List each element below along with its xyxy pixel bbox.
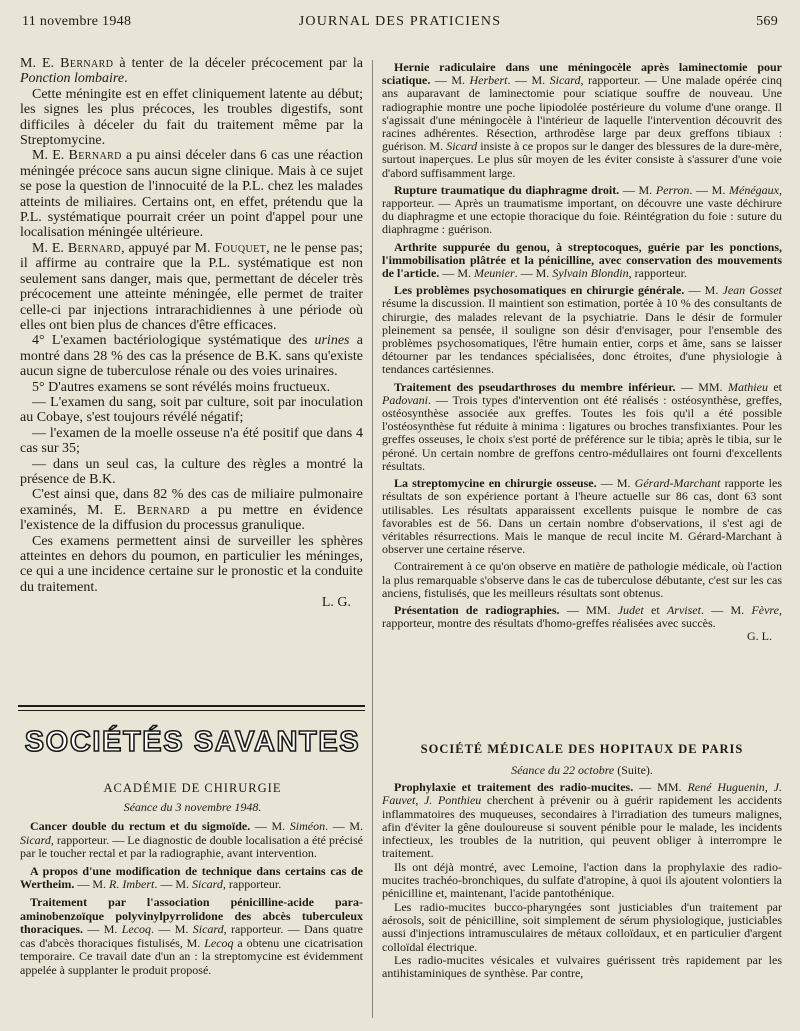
author-name: Bernard <box>60 56 114 71</box>
article-paragraph: M. E. Bernard a pu ainsi déceler dans 6 cas une réaction méningée précoce sans aucun signe clinique. Mais à ce sujet se pose la question de l'innocuité de la P.L. chez les malades atteints de miliaires. Certains ont, en effet, prétendu que la P.L. systématique pourrait créer un point d'appel pour une localisation méningée ultérieure. <box>20 148 363 241</box>
running-header <box>22 14 778 36</box>
academie-heading: ACADÉMIE DE CHIRURGIE <box>103 781 282 795</box>
item-title: La streptomycine en chirurgie osseuse. <box>394 476 597 491</box>
societe-medicale-seance <box>382 763 782 778</box>
section-rule-thin <box>18 710 365 711</box>
seance-date: Séance du 22 octobre <box>511 763 615 777</box>
item-title: Rupture traumatique du diaphragme droit. <box>394 182 620 197</box>
author-name: Fouquet <box>214 240 267 256</box>
item-title: Les problèmes psychosomatiques en chirurgie générale. <box>394 283 685 298</box>
article-paragraph: Ces examens permettent ainsi de surveiller les sphères atteintes en dehors du poumon, en particulier les méninges, ce qui a une incidence certaine sur le pronostic et la conduite du traitement. <box>20 533 363 595</box>
italic-name: R. Imbert <box>109 877 155 892</box>
report-item: Hernie radiculaire dans une méningocèle après laminectomie pour sciatique. — M. Herbert. — M. Sicard, rapporteur. — Une malade opérée cinq ans auparavant de laminectomie pour sciatique souffre de nouveau. Une radiographie montre une poche lipiodolée postérieure du volume d'une orange. Il s'agissait d'une méningocèle à l'intérieur de laquelle l'intervention découvrit des racines adhérentes. Résection, arthrodèse large par deux greffons tibiaux : guérison. M. Sicard insiste à ce propos sur le danger des blessures de la dure-mère, surtout inaperçues. Le plus sûr moyen de les éviter consiste à s'assurer d'une voie d'abord suffisamment large. <box>382 60 783 180</box>
item-title: Présentation de radiographies. <box>394 602 560 617</box>
report-item: Rupture traumatique du diaphragme droit. — M. Perron. — M. Ménégaux, rapporteur. — Après un traumatisme important, on découvre une vaste déchirure du diaphragme et une ectopie thoracique du foie. Réintégration du foie : suture du diaphragme : guérison. <box>382 182 782 237</box>
item-title: Traitement par l'association pénicilline-acide para-aminobenzoïque polyvinylpyrrolidone des abcès tuberculeux thoraciques. <box>20 894 363 937</box>
academie-item: Traitement par l'association pénicilline-acide para-aminobenzoïque polyvinylpyrrolidone des abcès tuberculeux thoraciques. — M. Lecoq. — M. Sicard, rapporteur. — Dans quatre cas d'abcès thoraciques fistulisés, M. Lecoq a obtenu une cicatrisation temporaire. Ce travail date d'un an : la streptomycine est évidemment appelée à supplanter le produit proposé. <box>20 894 364 977</box>
italic-name: Sicard <box>20 832 51 847</box>
right-column-items <box>382 61 782 648</box>
report-item: Présentation de radiographies. — MM. Judet et Arviset. — M. Fèvre, rapporteur, montre des résultats d'homo-greffes réalisées avec succès. <box>382 602 782 631</box>
report-item: Les problèmes psychosomatiques en chirurgie générale. — M. Jean Gosset résume la discussion. Il maintient son estimation, portée à 10 % des consultants de chirurgie, des malades relevant de la psychiatrie. Dans le désir de formuler pleinement sa pensée, il souligne son désir d'envisager, pour l'ensemble des problèmes psychosomatiques, l'être humain entier, corps et âme, sans se laisser détourner par les tendances spécialisées, donc étroites, d'une physiologie à tendances cartésiennes. <box>382 283 782 377</box>
author-name: Bernard <box>68 148 122 164</box>
italic-name: Mathieu <box>727 379 768 394</box>
italic-name: Fèvre <box>751 602 779 617</box>
italic-name: urines <box>314 333 350 349</box>
page-number: 569 <box>756 14 778 29</box>
article-paragraph: M. E. Bernard à tenter de la déceler précocement par la Ponction lombaire. <box>20 56 363 87</box>
item-title: Arthrite suppurée du genou, à streptocoques, guérie par les ponctions, l'immobilisation plâtrée et la pénicilline, avec conservation des mouvements de l'article. <box>382 239 782 281</box>
italic-name: Herbert <box>469 73 508 88</box>
report-item: Arthrite suppurée du genou, à streptocoques, guérie par les ponctions, l'immobilisation plâtrée et la pénicilline, avec conservation des mouvements de l'article. — M. Meunier. — M. Sylvain Blondin, rapporteur. <box>382 239 782 281</box>
report-item: Contrairement à ce qu'on observe en matière de pathologie médicale, où l'action la plus remarquable s'observe dans le cas de tuberculose débutante, c'est sur les cas anciens, fistulisés, que les meilleurs résultats sont obtenus. <box>382 559 782 600</box>
italic-name: Sicard <box>446 139 478 154</box>
item-title: A propos d'une modification de technique dans certains cas de Wertheim. <box>20 863 363 892</box>
article-paragraph: M. E. Bernard, appuyé par M. Fouquet, ne le pense pas; il affirme au contraire que la P.L. systématique est non seulement sans danger, mais que, permettant de déceler très précocement une atteinte méningée, elle permet de traiter celle-ci par injections intrarachidiennes à une période où elles ont bien plus de chances d'être efficaces. <box>20 240 363 333</box>
academie-item: Cancer double du rectum et du sigmoïde. — M. Siméon. — M. Sicard, rapporteur. — Le diagnostic de double localisation a été précisé par le toucher rectal et par la radiographie, avant intervention. <box>20 819 364 861</box>
italic-name: Sicard <box>192 877 223 892</box>
societe-medicale-items <box>382 781 782 980</box>
article-paragraph: 4° L'examen bactériologique systématique des urines a montré dans 28 % des cas la présence de B.K. sans qu'existe aucun signe de tuberculose rénale ou des voies urinaires. <box>20 333 363 380</box>
left-column-article <box>20 56 363 611</box>
author-name: Bernard <box>136 502 191 518</box>
journal-title: JOURNAL DES PRATICIENS <box>298 14 502 29</box>
article-paragraph: C'est ainsi que, dans 82 % des cas de miliaire pulmonaire examinés, M. E. Bernard a pu mettre en évidence l'existence de la diffusion du processus granulique. <box>20 487 363 534</box>
section-signature: G. L. <box>747 629 772 644</box>
article-paragraph: — dans un seul cas, la culture des règles a montré la présence de B.K. <box>20 456 363 487</box>
italic-name: Lecoq <box>204 935 234 950</box>
italic-name: Jean Gosset <box>722 283 782 298</box>
italic-name: Padovani <box>382 392 428 407</box>
report-item: Les radio-mucites bucco-pharyngées sont justiciables d'un traitement par aérosols, soit de pénicilline, soit simplement de sérum physiologique, justiciables aussi d'injections intramusculaires de métaux colloïdaux, et en particulier d'argent colloïdal électrique. <box>382 899 782 954</box>
article-signature: L. G. <box>321 595 351 611</box>
section-title-societes-savantes: SOCIÉTÉS SAVANTES <box>24 726 361 758</box>
report-item: Prophylaxie et traitement des radio-mucites. — MM. René Huguenin, J. Fauvet, J. Ponthieu cherchent à prévenir ou à guérir rapidement les accidents inflammatoires des muqueuses, secondaires à l'irradiation des tumeurs malignes, afin d'éviter la gêne douloureuse si souvent pénible pour le malade, les incidents infectieux, les troubles de la nutrition, qui peuvent obliger à interrompre le traitement. <box>382 780 783 861</box>
article-paragraph: — l'examen de la moelle osseuse n'a été positif que dans 4 cas sur 35; <box>20 425 363 457</box>
italic-name: Ménégaux <box>729 182 779 197</box>
report-item: La streptomycine en chirurgie osseuse. — M. Gérard-Marchant rapporte les résultats de son expérience portant à l'heure actuelle sur 86 cas, dont 63 sont utilisables. Les résultats apparaissent excellents puisque le nombre de cas favorables est de 56. Dans un certain nombre d'observations, il s'est agi de véritables résurrections. Mais le manque de recul incite M. Gérard-Marchant à observer une certaine réserve. <box>382 476 783 557</box>
italic-name: Lecoq <box>121 922 152 937</box>
italic-name: Sylvain Blondin <box>552 266 629 281</box>
italic-name: Judet <box>617 602 644 617</box>
item-title: Traitement des pseudarthroses du membre inférieur. <box>394 379 676 394</box>
italic-name: Arviset <box>666 602 701 617</box>
report-item: Traitement des pseudarthroses du membre inférieur. — MM. Mathieu et Padovani. — Trois types d'intervention ont été réalisés : ostéosynthèse, greffes, ostéosynthèse associée aux greffes. Toutes les fois qu'il a été possible l'ostéosynthèse fut réduite à minima : ligatures ou broches transfixiantes. Pour les greffes osseuses, le choix s'est porté de préférence sur le tibia; après le tibia, sur le péroné. Un certain nombre de greffons centro-médullaires ont fourni d'excellents résultats. <box>382 379 782 473</box>
item-title: Prophylaxie et traitement des radio-mucites. <box>394 780 634 794</box>
italic-name: Sicard <box>549 73 581 88</box>
seance-suite: (Suite). <box>614 763 653 777</box>
italic-name: Gérard-Marchant <box>634 476 721 491</box>
report-item: Ils ont déjà montré, avec Lemoine, l'action dans la prophylaxie des radio-mucites trachéo-bronchiques, du sulfate d'atropine, à quoi ils ajoutent volontiers la pénicilline et, maintenant, l'acide pantothénique. <box>382 859 782 901</box>
italic-name: Siméon <box>289 819 326 833</box>
academie-items <box>20 820 363 982</box>
italic-name: René Huguenin, J. Fauvet, J. Ponthieu <box>382 780 783 808</box>
article-paragraph: 5° D'autres examens se sont révélés moins fructueux. <box>32 379 331 395</box>
italic-name: Meunier <box>473 266 515 281</box>
article-paragraph: — L'examen du sang, soit par culture, soit par inoculation au Cobaye, s'est toujours révélé négatif; <box>20 394 363 426</box>
italic-name: Ponction lombaire <box>20 71 125 87</box>
column-divider <box>372 60 373 1018</box>
article-paragraph: Cette méningite est en effet cliniquement latente au début; les signes les plus précoces, les troubles digestifs, sont difficiles à déceler du fait du traitement même par la Streptomycine. <box>20 86 363 149</box>
item-title: Hernie radiculaire dans une méningocèle après laminectomie pour sciatique. <box>382 60 782 88</box>
issue-date: 11 novembre 1948 <box>22 14 132 29</box>
academie-seance-date: Séance du 3 novembre 1948. <box>123 800 262 814</box>
item-title: Cancer double du rectum et du sigmoïde. <box>30 819 251 833</box>
italic-name: Sicard <box>192 922 224 937</box>
academie-item: A propos d'une modification de technique dans certains cas de Wertheim. — M. R. Imbert. — M. Sicard, rapporteur. <box>20 863 363 892</box>
author-name: Bernard <box>67 240 122 256</box>
report-item: Les radio-mucites vésicales et vulvaires guérissent très rapidement par les antihistaminiques de synthèse. Par contre, <box>382 952 782 981</box>
section-rule-top <box>18 705 365 707</box>
societe-medicale-heading: SOCIÉTÉ MÉDICALE DES HOPITAUX DE PARIS <box>420 742 744 756</box>
italic-name: Perron <box>655 182 690 197</box>
